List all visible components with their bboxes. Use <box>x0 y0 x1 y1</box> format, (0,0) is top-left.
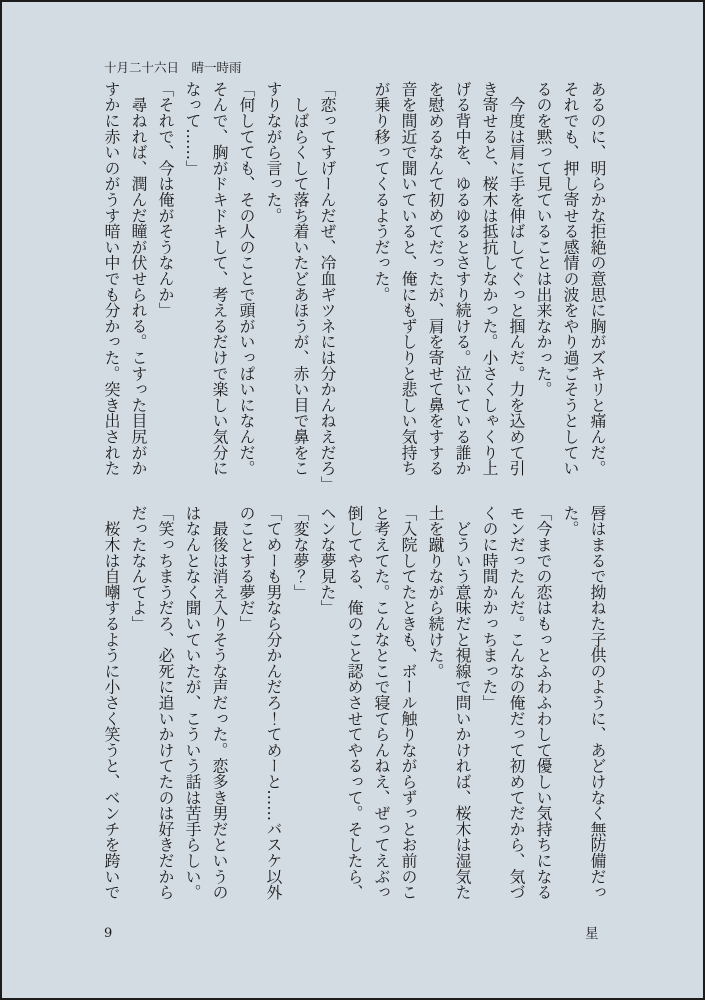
text-column: 「今までの恋はもっとふわふわして優しい気持ちになる <box>534 505 553 900</box>
page-number: 9 <box>104 926 113 941</box>
author-mark: 星 <box>585 926 599 942</box>
text-column: それでも、押し寄せる感情の波をやり過ごそうとしてい <box>561 81 580 476</box>
text-column: 倒してやる、俺のこと認めさせてやるって。そしたら、 <box>345 505 364 900</box>
text-column: が乗り移ってくるようだった。 <box>372 81 391 303</box>
text-column: くのに時間かかっちまった」 <box>480 505 499 711</box>
text-column: 今度は肩に手を伸ばしてぐっと掴んだ。力を込めて引 <box>507 81 526 476</box>
text-column: どういう意味だと視線で問いかければ、桜木は湿気た <box>453 505 472 900</box>
text-column: げる背中を、ゆるゆるとさすり続ける。泣いている誰か <box>453 81 472 476</box>
blank-line-spacer <box>341 81 368 476</box>
text-column: 「何してても、その人のことで頭がいっぱいになんだ。 <box>237 81 256 476</box>
text-column: 「それで、今は俺がそうなんか」 <box>156 81 175 318</box>
text-column: き寄せると、桜木は抵抗しなかった。小さくしゃくり上 <box>480 81 499 476</box>
text-column: 音を間近で聞いていると、俺にもずしりと悲しい気持ち <box>399 81 418 476</box>
text-column: 唇はまるで拗ねた子供のように、あどけなく無防備だっ <box>588 505 607 900</box>
text-column: 土を蹴りながら続けた。 <box>426 505 445 679</box>
text-column: モンだったんだ。こんなの俺だって初めてだから、気づ <box>507 505 526 900</box>
text-column: だったなんてよ」 <box>129 505 148 632</box>
text-column: ヘンな夢見た」 <box>318 505 337 616</box>
text-column: 「てめーも男なら分かんだろ！てめーと……バスケ以外 <box>264 505 283 900</box>
upper-text-block <box>98 81 611 492</box>
text-column: なって……」 <box>183 81 202 176</box>
text-column: 「笑っちまうだろ、必死に追いかけてたのは好きだから <box>156 505 175 900</box>
text-column: すかに赤いのがうす暗い中でも分かった。突き出された <box>102 81 121 476</box>
text-column: すりながら言った。 <box>264 81 283 224</box>
text-column: 「入院してたときも、ボール触りながらずっとお前のこ <box>399 505 418 900</box>
text-column: 桜木は自嘲するように小さく笑うと、ベンチを跨いで <box>102 505 121 900</box>
lower-text-block <box>98 505 611 900</box>
text-column: を慰めるなんて初めてだったが、肩を寄せて鼻をすする <box>426 81 445 476</box>
text-column: はなんとなく聞いていたが、こういう話は苦手らしい。 <box>183 505 202 900</box>
text-column: しばらくして落ち着いたどあほうが、赤い目で鼻をこ <box>291 81 310 476</box>
text-column: のことする夢だ」 <box>237 505 256 632</box>
text-column: 「恋ってすげーんだぜ、冷血ギツネには分かんねえだろ」 <box>318 81 337 492</box>
text-column: 「変な夢？」 <box>291 505 310 600</box>
running-head-date-weather: 十月二十六日 晴一時雨 <box>104 60 242 75</box>
text-column: 尋ねれば、潤んだ瞳が伏せられる。こすった目尻がか <box>129 81 148 476</box>
text-column: と考えてた。こんなとこで寝てらんねえ、ぜってえぶっ <box>372 505 391 900</box>
text-column: 最後は消え入りそうな声だった。恋多き男だというの <box>210 505 229 900</box>
text-column: あるのに、明らかな拒絶の意思に胸がズキリと痛んだ。 <box>588 81 607 476</box>
text-column: るのを黙って見ていることは出来なかった。 <box>534 81 553 397</box>
text-column: そんで、胸がドキドキして、考えるだけで楽しい気分に <box>210 81 229 476</box>
text-column: た。 <box>561 505 580 537</box>
